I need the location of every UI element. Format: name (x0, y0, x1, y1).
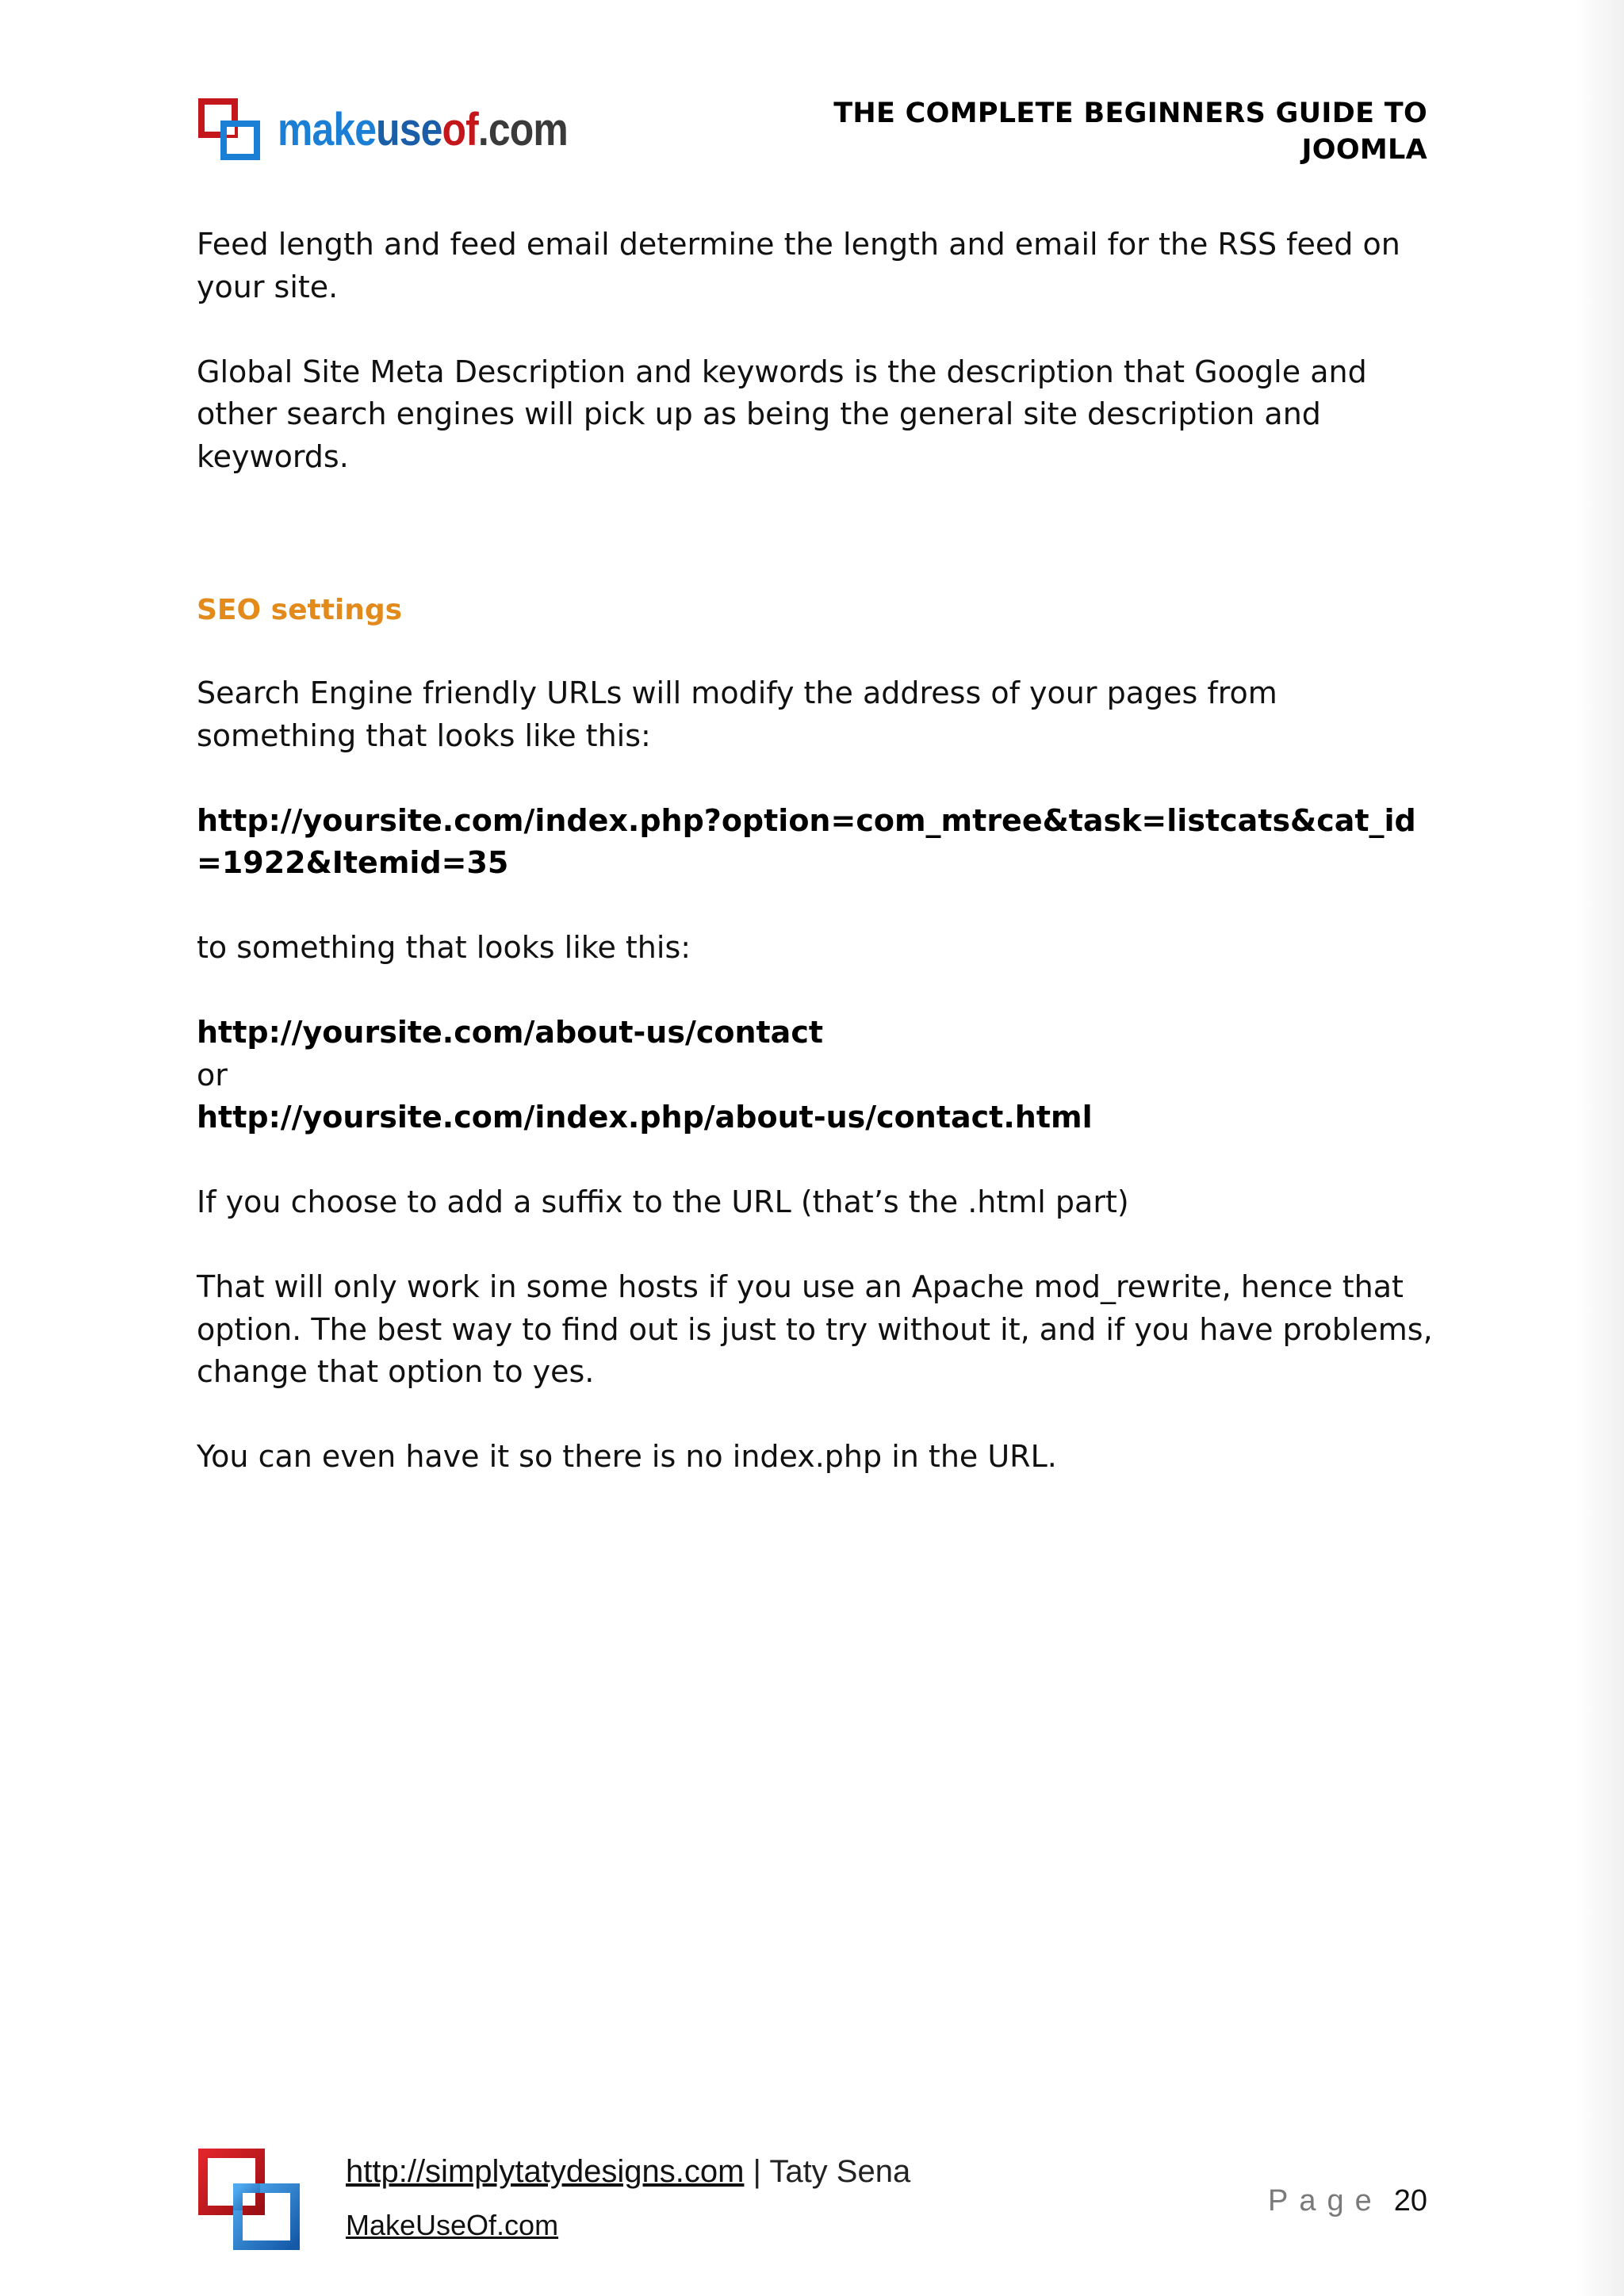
paragraph-feed: Feed length and feed email determine the length and email for the RSS feed on your site. (197, 227, 1400, 304)
paragraph-sef: Search Engine friendly URLs will modify the address of your pages from something that looks like this: (197, 675, 1277, 753)
page-edge-shadow (1576, 0, 1624, 2296)
paragraph-meta: Global Site Meta Description and keywords is the description that Google and other search engines will pick up as being the general site description and keywords. (197, 354, 1367, 474)
author-name: | Taty Sena (744, 2154, 911, 2189)
document-title-line2: JOOMLA (1301, 134, 1427, 166)
footer-links (346, 2152, 910, 2245)
paragraph-suffix: If you choose to add a suffix to the URL (that’s the .html part) (197, 1184, 1129, 1219)
makeuseof-logo-icon (198, 98, 262, 162)
wordmark-of: of (442, 104, 478, 155)
makeuseof-logo[interactable] (198, 98, 615, 162)
url-short-example-2: http://yoursite.com/index.php/about-us/contact.html (197, 1100, 1093, 1135)
paragraph-to: to something that looks like this: (197, 930, 691, 965)
author-website-link[interactable]: http://simplytatydesigns.com (346, 2154, 745, 2189)
footer-site-row (346, 2206, 910, 2245)
heading-seo-settings: SEO settings (197, 593, 403, 626)
word-or: or (197, 1057, 228, 1093)
paragraph-index: You can even have it so there is no index.php in the URL. (197, 1439, 1057, 1474)
paragraph-apache: That will only work in some hosts if you use an Apache mod_rewrite, hence that option. The best way to find out is just to try without it, and if you have problems, change that option to yes. (197, 1269, 1433, 1389)
wordmark-use: use (376, 104, 442, 155)
section-spacer (197, 521, 1434, 589)
page-number (1268, 2184, 1427, 2218)
footer-author-row (346, 2152, 910, 2191)
wordmark-dotcom: .com (477, 104, 568, 155)
makeuseof-wordmark (278, 104, 568, 155)
page-label: Page (1267, 2184, 1383, 2218)
footer-logo-icon (198, 2149, 301, 2252)
wordmark-make: make (278, 104, 377, 155)
makeuseof-site-link[interactable]: MakeUseOf.com (346, 2209, 559, 2241)
page-content (197, 224, 1434, 1521)
url-short-example-1: http://yoursite.com/about-us/contact (197, 1015, 824, 1050)
document-title-line1: THE COMPLETE BEGINNERS GUIDE TO (833, 98, 1427, 129)
url-long-example: http://yoursite.com/index.php?option=com_mtree&task=listcats&cat_id=1922&Itemid=35 (197, 802, 1416, 880)
document-title (714, 95, 1427, 168)
page-number-value: 20 (1393, 2184, 1427, 2218)
